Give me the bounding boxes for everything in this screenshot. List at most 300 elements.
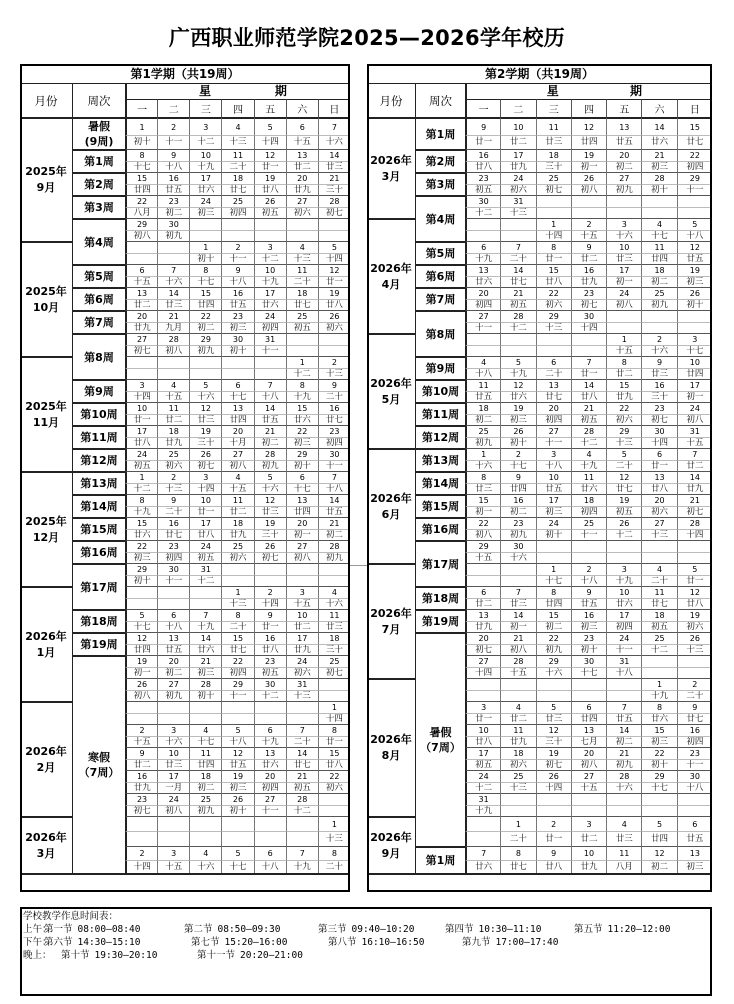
date-cell: 11 — [500, 724, 535, 736]
date-cell: 20 — [221, 425, 253, 437]
lunar-date-cell: 十三 — [500, 782, 535, 793]
date-cell — [500, 333, 535, 345]
date-cell: 29 — [641, 770, 676, 782]
date-cell — [286, 563, 318, 575]
date-cell — [536, 793, 571, 805]
period-time: 15:20—16:00 — [224, 937, 288, 948]
period-item — [445, 923, 541, 936]
lunar-date-cell — [571, 805, 606, 816]
month-year: 2026年 — [370, 261, 412, 275]
lunar-date-cell: 十二 — [286, 805, 318, 816]
lunar-date-cell: 七月 — [571, 736, 606, 747]
lunar-date-cell — [641, 805, 676, 816]
lunar-date-cell — [536, 552, 571, 563]
date-cell: 27 — [157, 678, 189, 690]
lunar-date-cell: 廿八 — [318, 299, 350, 310]
date-cell: 2 — [125, 846, 157, 860]
lunar-date-cell: 二十 — [286, 736, 318, 747]
lunar-date-cell: 廿七 — [221, 644, 253, 655]
lunar-date-cell: 初十 — [641, 184, 676, 195]
date-cell: 10 — [465, 724, 500, 736]
date-cell: 29 — [286, 448, 318, 460]
lunar-date-cell: 廿四 — [125, 644, 157, 655]
lunar-date-cell: 十七 — [641, 230, 676, 241]
lunar-date-cell: 初七 — [571, 299, 606, 310]
lunar-date-cell: 初八 — [157, 345, 189, 356]
lunar-date-cell: 廿一 — [641, 460, 676, 471]
lunar-date-cell: 初六 — [318, 782, 350, 793]
date-cell: 14 — [571, 379, 606, 391]
lunar-date-cell: 廿一 — [465, 713, 500, 724]
lunar-date-cell — [254, 230, 286, 241]
date-cell: 16 — [221, 287, 253, 299]
lunar-date-cell: 初十 — [189, 253, 221, 264]
lunar-date-cell: 廿二 — [286, 621, 318, 632]
lunar-date-cell: 十五 — [286, 135, 318, 149]
lunar-date-cell: 初二 — [606, 736, 641, 747]
lunar-date-cell: 廿六 — [571, 483, 606, 494]
date-cell: 16 — [571, 609, 606, 621]
lunar-date-cell: 廿七 — [677, 135, 712, 149]
lunar-date-cell: 初六 — [221, 552, 253, 563]
date-cell: 3 — [125, 379, 157, 391]
lunar-date-cell: 廿六 — [254, 759, 286, 770]
date-cell: 1 — [500, 816, 535, 831]
date-cell: 16 — [254, 632, 286, 644]
lunar-date-cell — [189, 831, 221, 846]
date-cell: 12 — [125, 632, 157, 644]
date-cell: 15 — [286, 402, 318, 414]
divider-line — [350, 565, 367, 566]
date-cell: 15 — [318, 747, 350, 759]
month-label — [20, 117, 72, 241]
lunar-date-cell: 十月 — [221, 437, 253, 448]
week-name: 第2周 — [425, 155, 456, 168]
date-cell: 22 — [536, 632, 571, 644]
month-label — [367, 448, 415, 563]
week-name: 第14周 — [421, 477, 460, 490]
lunar-date-cell: 廿四 — [571, 713, 606, 724]
lunar-date-cell: 十一 — [157, 135, 189, 149]
lunar-date-cell: 初九 — [254, 460, 286, 471]
date-cell: 1 — [125, 471, 157, 483]
lunar-date-cell: 初六 — [677, 621, 712, 632]
date-cell — [536, 540, 571, 552]
lunar-date-cell: 廿五 — [606, 713, 641, 724]
week-label — [72, 287, 125, 310]
date-cell: 20 — [465, 632, 500, 644]
lunar-date-cell: 十四 — [254, 135, 286, 149]
date-cell: 4 — [157, 379, 189, 391]
date-cell: 28 — [189, 678, 221, 690]
date-cell: 3 — [465, 701, 500, 713]
lunar-date-cell — [254, 575, 286, 586]
lunar-date-cell: 廿九 — [465, 621, 500, 632]
date-cell: 1 — [221, 586, 253, 598]
lunar-date-cell: 初十 — [189, 690, 221, 701]
date-cell — [677, 540, 712, 552]
lunar-date-cell: 廿三 — [536, 135, 571, 149]
date-cell: 11 — [465, 379, 500, 391]
lunar-date-cell: 初八 — [571, 184, 606, 195]
date-cell: 23 — [318, 425, 350, 437]
lunar-date-cell: 十八 — [157, 621, 189, 632]
weekday-header: 二 — [157, 99, 189, 117]
date-cell: 11 — [286, 264, 318, 276]
weekday-header: 三 — [189, 99, 221, 117]
lunar-date-cell: 初七 — [641, 414, 676, 425]
date-cell: 4 — [641, 563, 676, 575]
month-name: 6月 — [381, 507, 401, 521]
week-name: 第8周 — [84, 350, 114, 364]
lunar-date-cell: 十一 — [465, 322, 500, 333]
date-cell: 25 — [318, 655, 350, 667]
date-cell — [157, 586, 189, 598]
lunar-date-cell: 三十 — [641, 391, 676, 402]
date-cell: 6 — [157, 609, 189, 621]
date-cell: 30 — [571, 310, 606, 322]
lunar-date-cell: 廿五 — [677, 253, 712, 264]
week-column-header: 周次 — [72, 83, 125, 117]
date-cell: 14 — [641, 117, 676, 135]
week-name: 第7周 — [84, 316, 114, 329]
period-item — [462, 936, 558, 949]
lunar-date-cell: 初九 — [641, 299, 676, 310]
lunar-date-cell: 廿六 — [286, 414, 318, 425]
lunar-date-cell: 廿四 — [221, 414, 253, 425]
lunar-date-cell: 十九 — [189, 621, 221, 632]
lunar-date-cell: 初六 — [157, 460, 189, 471]
date-cell: 23 — [157, 540, 189, 552]
date-cell: 3 — [189, 471, 221, 483]
lunar-date-cell: 二十 — [318, 391, 350, 402]
week-label — [415, 517, 465, 540]
week-name: 寒假 — [88, 751, 110, 764]
date-cell: 2 — [571, 218, 606, 230]
period-time: 16:10—16:50 — [361, 937, 425, 948]
lunar-date-cell: 初四 — [221, 207, 253, 218]
date-cell: 9 — [221, 264, 253, 276]
lunar-date-cell: 十四 — [318, 253, 350, 264]
lunar-date-cell — [465, 831, 500, 846]
lunar-date-cell: 初九 — [318, 552, 350, 563]
date-cell: 23 — [677, 747, 712, 759]
lunar-date-cell — [641, 207, 676, 218]
lunar-date-cell — [571, 345, 606, 356]
date-cell: 6 — [536, 356, 571, 368]
month-label — [367, 218, 415, 333]
weekday-header: 一 — [125, 99, 157, 117]
date-cell: 16 — [641, 379, 676, 391]
lunar-date-cell — [125, 713, 157, 724]
lunar-date-cell: 初六 — [536, 299, 571, 310]
lunar-date-cell — [606, 552, 641, 563]
month-name: 9月 — [381, 846, 401, 860]
week-name: 第8周 — [425, 327, 456, 341]
lunar-date-cell: 廿五 — [606, 135, 641, 149]
date-cell: 4 — [318, 586, 350, 598]
lunar-date-cell: 廿八 — [125, 437, 157, 448]
lunar-date-cell: 初五 — [125, 460, 157, 471]
lunar-date-cell: 初二 — [641, 860, 676, 873]
lunar-date-cell: 十三 — [221, 135, 253, 149]
date-cell: 9 — [536, 846, 571, 860]
lunar-date-cell — [677, 207, 712, 218]
lunar-date-cell: 初九 — [189, 345, 221, 356]
lunar-date-cell: 十四 — [465, 667, 500, 678]
date-cell: 10 — [571, 846, 606, 860]
period-item — [44, 923, 140, 936]
date-cell: 28 — [286, 793, 318, 805]
lunar-date-cell: 十四 — [536, 230, 571, 241]
lunar-date-cell: 二十 — [606, 460, 641, 471]
lunar-date-cell: 廿五 — [677, 831, 712, 846]
lunar-date-cell: 廿四 — [571, 135, 606, 149]
lunar-date-cell: 廿一 — [677, 575, 712, 586]
date-cell: 1 — [465, 448, 500, 460]
lunar-date-cell: 十四 — [318, 713, 350, 724]
week-name: 第11周 — [421, 408, 460, 421]
date-cell: 8 — [318, 724, 350, 736]
lunar-date-cell: 初六 — [286, 667, 318, 678]
date-cell: 29 — [536, 655, 571, 667]
lunar-date-cell — [677, 552, 712, 563]
date-cell: 26 — [536, 770, 571, 782]
lunar-date-cell: 十四 — [641, 437, 676, 448]
date-cell: 12 — [254, 494, 286, 506]
month-year: 2026年 — [370, 830, 412, 844]
lunar-date-cell: 廿一 — [254, 621, 286, 632]
lunar-date-cell: 廿七 — [536, 391, 571, 402]
date-cell: 28 — [606, 770, 641, 782]
date-cell: 6 — [465, 241, 500, 253]
lunar-date-cell: 初八 — [677, 414, 712, 425]
date-cell: 8 — [536, 586, 571, 598]
date-cell: 23 — [641, 402, 676, 414]
date-cell: 21 — [677, 494, 712, 506]
lunar-date-cell — [536, 207, 571, 218]
date-cell: 1 — [318, 701, 350, 713]
lunar-date-cell: 初一 — [286, 529, 318, 540]
date-cell: 15 — [125, 172, 157, 184]
date-cell: 2 — [536, 816, 571, 831]
lunar-date-cell: 十一 — [536, 437, 571, 448]
lunar-date-cell: 初九 — [500, 529, 535, 540]
lunar-date-cell: 初六 — [641, 506, 676, 517]
lunar-date-cell: 十二 — [189, 575, 221, 586]
lunar-date-cell: 初五 — [189, 552, 221, 563]
lunar-date-cell: 初五 — [606, 506, 641, 517]
schedule-title: 学校教学作息时间表： — [23, 911, 119, 922]
date-cell: 19 — [221, 770, 253, 782]
date-cell: 17 — [254, 287, 286, 299]
date-cell: 30 — [465, 195, 500, 207]
date-cell — [571, 793, 606, 805]
week-name: 第7周 — [425, 293, 456, 306]
date-cell: 14 — [677, 471, 712, 483]
date-cell: 21 — [157, 310, 189, 322]
lunar-date-cell: 初六 — [318, 322, 350, 333]
week-label — [72, 632, 125, 655]
month-name: 4月 — [381, 277, 401, 291]
date-cell: 17 — [465, 747, 500, 759]
date-cell — [221, 356, 253, 368]
month-label — [20, 586, 72, 701]
month-year: 2026年 — [25, 830, 67, 844]
lunar-date-cell: 十九 — [189, 161, 221, 172]
lunar-date-cell — [221, 831, 253, 846]
lunar-date-cell: 二十 — [500, 253, 535, 264]
lunar-date-cell: 二十 — [221, 161, 253, 172]
date-cell: 30 — [500, 540, 535, 552]
date-cell: 31 — [286, 678, 318, 690]
date-cell: 24 — [606, 632, 641, 644]
period-time: 17:00—17:40 — [495, 937, 559, 948]
date-cell: 6 — [221, 379, 253, 391]
date-cell: 4 — [465, 356, 500, 368]
date-cell — [286, 218, 318, 230]
lunar-date-cell: 十六 — [189, 391, 221, 402]
lunar-date-cell — [641, 667, 676, 678]
lunar-date-cell: 初四 — [221, 667, 253, 678]
lunar-date-cell: 廿五 — [254, 414, 286, 425]
lunar-date-cell: 廿八 — [465, 161, 500, 172]
date-cell: 10 — [189, 494, 221, 506]
date-cell: 8 — [189, 264, 221, 276]
lunar-date-cell: 十九 — [286, 391, 318, 402]
lunar-date-cell: 廿五 — [221, 299, 253, 310]
date-cell: 7 — [465, 846, 500, 860]
lunar-date-cell: 十二 — [465, 207, 500, 218]
date-cell: 17 — [677, 379, 712, 391]
lunar-date-cell: 三十 — [189, 437, 221, 448]
week-name: 第3周 — [425, 178, 456, 191]
date-cell: 30 — [221, 333, 253, 345]
date-cell: 15 — [677, 117, 712, 135]
lunar-date-cell: 廿五 — [221, 759, 253, 770]
lunar-date-cell: 廿五 — [157, 644, 189, 655]
date-cell: 25 — [221, 195, 253, 207]
date-cell: 5 — [221, 724, 253, 736]
date-cell — [254, 356, 286, 368]
date-cell — [254, 563, 286, 575]
lunar-date-cell: 八月 — [606, 860, 641, 873]
date-cell: 13 — [286, 494, 318, 506]
lunar-date-cell: 三十 — [318, 184, 350, 195]
lunar-date-cell: 十一 — [318, 460, 350, 471]
lunar-date-cell — [286, 713, 318, 724]
period-time: 11:20—12:00 — [607, 924, 671, 935]
lunar-date-cell: 初七 — [125, 345, 157, 356]
date-cell: 27 — [536, 425, 571, 437]
lunar-date-cell — [125, 368, 157, 379]
date-cell: 25 — [641, 632, 676, 644]
date-cell: 29 — [221, 678, 253, 690]
lunar-date-cell: 初五 — [500, 299, 535, 310]
lunar-date-cell: 初七 — [536, 759, 571, 770]
lunar-date-cell: 初七 — [189, 460, 221, 471]
lunar-date-cell: 十三 — [157, 483, 189, 494]
date-cell: 22 — [125, 540, 157, 552]
weekday-header: 六 — [286, 99, 318, 117]
date-cell: 10 — [189, 149, 221, 161]
date-cell: 2 — [125, 724, 157, 736]
lunar-date-cell: 初七 — [536, 184, 571, 195]
lunar-date-cell: 初三 — [286, 437, 318, 448]
week-label — [72, 117, 125, 149]
lunar-date-cell: 十二 — [571, 437, 606, 448]
date-cell: 22 — [286, 425, 318, 437]
date-cell: 10 — [606, 241, 641, 253]
week-column-header: 周次 — [415, 83, 465, 117]
date-cell: 7 — [286, 724, 318, 736]
date-cell: 24 — [606, 287, 641, 299]
lunar-date-cell: 十七 — [125, 161, 157, 172]
lunar-date-cell: 初四 — [571, 506, 606, 517]
week-name: 第2周 — [84, 178, 114, 191]
lunar-date-cell: 初二 — [318, 529, 350, 540]
lunar-date-cell: 初一 — [465, 506, 500, 517]
lunar-date-cell — [500, 575, 535, 586]
lunar-date-cell: 十六 — [606, 230, 641, 241]
date-cell: 19 — [500, 402, 535, 414]
date-cell — [318, 678, 350, 690]
date-cell: 10 — [286, 609, 318, 621]
period-time: 20:20—21:00 — [240, 950, 303, 961]
lunar-date-cell: 初十 — [500, 437, 535, 448]
lunar-date-cell: 初六 — [500, 759, 535, 770]
date-cell: 7 — [286, 846, 318, 860]
week-label — [415, 471, 465, 494]
lunar-date-cell: 初十 — [125, 135, 157, 149]
lunar-date-cell: 初三 — [641, 736, 676, 747]
date-cell: 29 — [677, 172, 712, 184]
date-cell: 17 — [500, 149, 535, 161]
date-cell: 20 — [286, 517, 318, 529]
lunar-date-cell: 初九 — [189, 805, 221, 816]
week-name: 第19周 — [80, 638, 118, 651]
date-cell: 13 — [677, 846, 712, 860]
date-cell: 13 — [536, 379, 571, 391]
lunar-date-cell: 初五 — [286, 782, 318, 793]
lunar-date-cell: 初二 — [606, 161, 641, 172]
date-cell: 28 — [677, 517, 712, 529]
week-label — [415, 402, 465, 425]
date-cell: 9 — [318, 379, 350, 391]
week-label — [415, 846, 465, 873]
week-name: 第12周 — [80, 454, 118, 467]
lunar-date-cell — [318, 690, 350, 701]
period-item — [318, 923, 414, 936]
lunar-date-cell: 初三 — [571, 621, 606, 632]
date-cell: 5 — [606, 448, 641, 460]
lunar-date-cell: 廿九 — [571, 276, 606, 287]
date-cell: 24 — [189, 195, 221, 207]
date-cell: 16 — [157, 172, 189, 184]
weekday-header: 五 — [254, 99, 286, 117]
date-cell: 5 — [677, 218, 712, 230]
date-cell: 10 — [125, 402, 157, 414]
lunar-date-cell: 十二 — [286, 368, 318, 379]
lunar-date-cell: 十九 — [571, 460, 606, 471]
date-cell: 17 — [286, 632, 318, 644]
lunar-date-cell: 初二 — [641, 276, 676, 287]
date-cell: 26 — [606, 517, 641, 529]
date-cell: 24 — [125, 448, 157, 460]
lunar-date-cell: 廿四 — [286, 506, 318, 517]
date-cell: 1 — [641, 678, 676, 690]
week-name: 第5周 — [84, 270, 114, 283]
